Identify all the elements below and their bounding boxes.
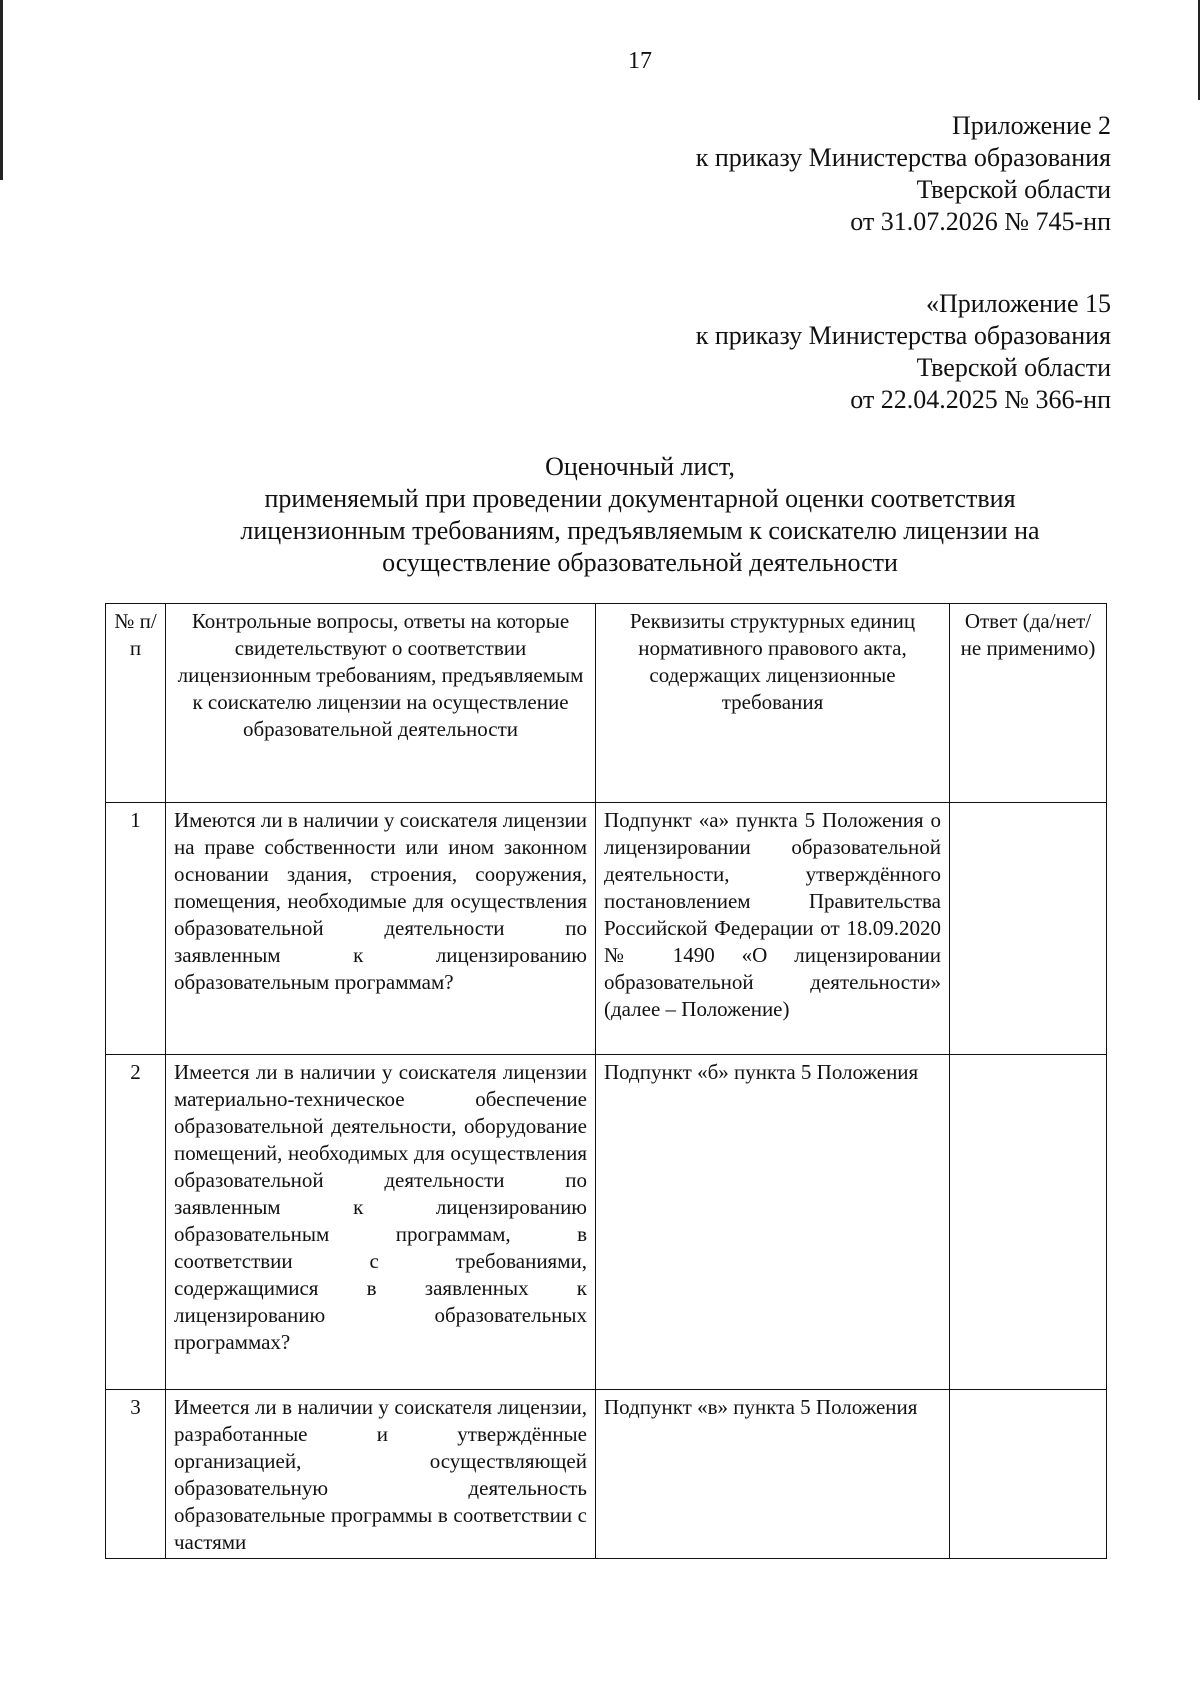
title-line3: лицензионным требованиям, предъявляемым к соискателю лицензии на: [240, 516, 1040, 545]
row-number: 1: [106, 803, 166, 1055]
document-title: [150, 451, 1130, 579]
appendix-2-line1: Приложение 2: [951, 111, 1111, 140]
table-row: [106, 803, 1107, 1055]
appendix-2-header: [696, 110, 1111, 238]
title-line4: осуществление образовательной деятельности: [382, 548, 898, 577]
table-row: [106, 1055, 1107, 1390]
row-reference: Подпункт «б» пункта 5 Положения: [596, 1055, 950, 1390]
row-answer[interactable]: [950, 803, 1107, 1055]
appendix-15-line1: «Приложение 15: [925, 289, 1111, 318]
row-number: 3: [106, 1390, 166, 1559]
row-reference: Подпункт «в» пункта 5 Положения: [596, 1390, 950, 1559]
row-number: 2: [106, 1055, 166, 1390]
appendix-2-line3: Тверской области: [916, 175, 1111, 204]
appendix-2-line2: к приказу Министерства образования: [695, 143, 1111, 172]
evaluation-table: [105, 603, 1107, 1559]
page-number: 17: [628, 48, 652, 74]
appendix-15-line2: к приказу Министерства образования: [695, 321, 1111, 350]
header-num: № п/п: [106, 604, 166, 803]
table-header-row: [106, 604, 1107, 803]
scan-edge-left: [0, 0, 3, 180]
header-reference: Реквизиты структурных единиц нормативного правового акта, содержащих лицензионные требования: [596, 604, 950, 803]
row-answer[interactable]: [950, 1055, 1107, 1390]
row-reference: Подпункт «а» пункта 5 Положения о лицензировании образовательной деятельности, утверждённого постановлением Правительства Российской Федерации от 18.09.2020 № 1490 «О лицензировании образовательной деятельности» (далее – Положение): [596, 803, 950, 1055]
row-question: Имеется ли в наличии у соискателя лицензии, разработанные и утверждённые организацией, осуществляющей образовательную деятельность образовательные программы в соответствии с частями: [166, 1390, 596, 1559]
title-line1: Оценочный лист,: [545, 452, 735, 481]
appendix-15-line3: Тверской области: [916, 353, 1111, 382]
header-question: Контрольные вопросы, ответы на которые свидетельствуют о соответствии лицензионным требованиям, предъявляемым к соискателю лицензии на осуществление образовательной деятельности: [166, 604, 596, 803]
table-row: [106, 1390, 1107, 1559]
row-question: Имеются ли в наличии у соискателя лицензии на праве собственности или ином законном основании здания, строения, сооружения, помещения, необходимые для осуществления образовательной деятельности по заявленным к лицензированию образовательным программам?: [166, 803, 596, 1055]
title-line2: применяемый при проведении документарной оценки соответствия: [264, 484, 1016, 513]
appendix-15-header: [696, 288, 1111, 416]
row-question: Имеется ли в наличии у соискателя лицензии материально-техническое обеспечение образовательной деятельности, оборудование помещений, необходимых для осуществления образовательной деятельности по заявленным к лицензированию образовательным программам, в соответствии с требованиями, содержащимися в заявленных к лицензированию образовательных программах?: [166, 1055, 596, 1390]
row-answer[interactable]: [950, 1390, 1107, 1559]
appendix-15-line4: от 22.04.2025 № 366-нп: [850, 385, 1111, 414]
header-answer: Ответ (да/нет/не применимо): [950, 604, 1107, 803]
appendix-2-line4: от 31.07.2026 № 745-нп: [850, 207, 1111, 236]
